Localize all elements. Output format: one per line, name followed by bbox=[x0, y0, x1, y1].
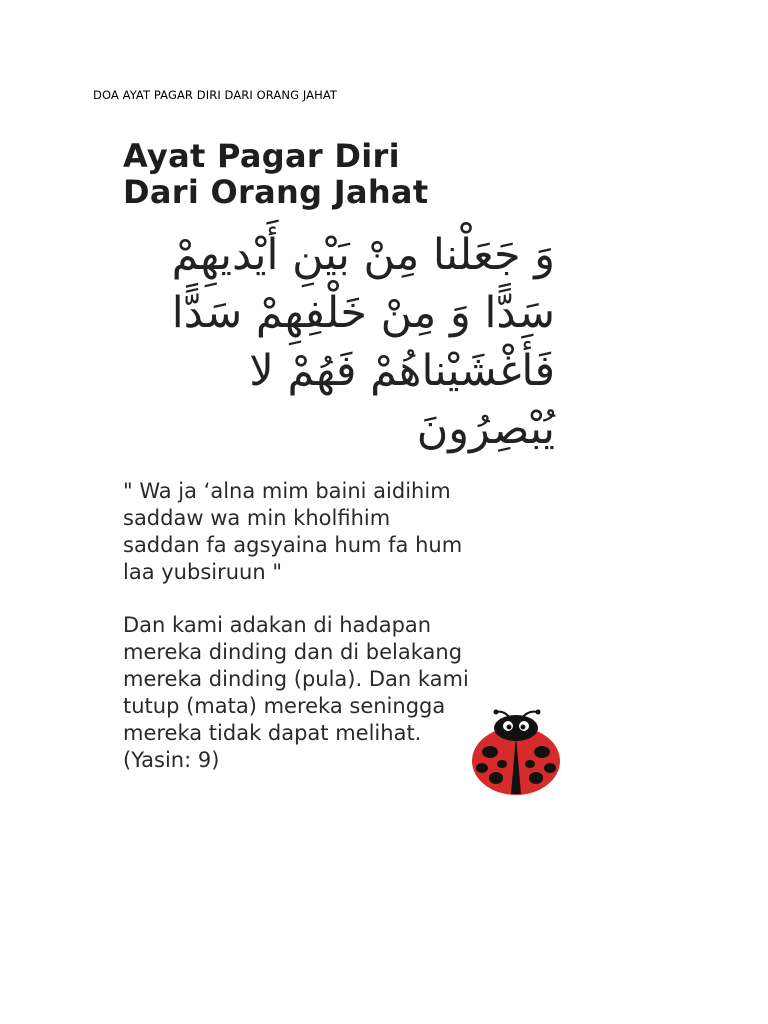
arabic-line: يُبْصِرُونَ bbox=[416, 404, 555, 454]
arabic-line: سَدًّا وَ مِنْ خَلْفِهِمْ سَدًّا bbox=[171, 288, 555, 338]
arabic-verse bbox=[95, 226, 555, 458]
title-line: Ayat Pagar Diri bbox=[123, 137, 400, 175]
transliteration-line: laa yubsiruun " bbox=[123, 560, 282, 584]
transliteration bbox=[123, 478, 462, 586]
transliteration-line: saddan fa agsyaina hum fa hum bbox=[123, 533, 463, 557]
translation-line: (Yasin: 9) bbox=[123, 748, 220, 772]
document-header: DOA AYAT PAGAR DIRI DARI ORANG JAHAT bbox=[93, 88, 338, 102]
poster-title bbox=[123, 138, 428, 210]
translation bbox=[123, 612, 469, 774]
translation-line: tutup (mata) mereka seningga bbox=[123, 694, 446, 718]
translation-line: mereka dinding (pula). Dan kami bbox=[123, 667, 469, 691]
ladybug-icon bbox=[466, 706, 566, 798]
transliteration-line: " Wa ja ‘alna mim baini aidihim bbox=[123, 479, 451, 503]
title-line: Dari Orang Jahat bbox=[123, 173, 429, 211]
arabic-line: وَ جَعَلْنا مِنْ بَيْنِ أَيْديهِمْ bbox=[171, 230, 555, 280]
translation-line: mereka tidak dapat melihat. bbox=[123, 721, 422, 745]
translation-line: Dan kami adakan di hadapan bbox=[123, 613, 432, 637]
translation-line: mereka dinding dan di belakang bbox=[123, 640, 463, 664]
transliteration-line: saddaw wa min kholfihim bbox=[123, 506, 391, 530]
arabic-line: فَأَغْشَيْناهُمْ فَهُمْ لا bbox=[249, 346, 555, 396]
